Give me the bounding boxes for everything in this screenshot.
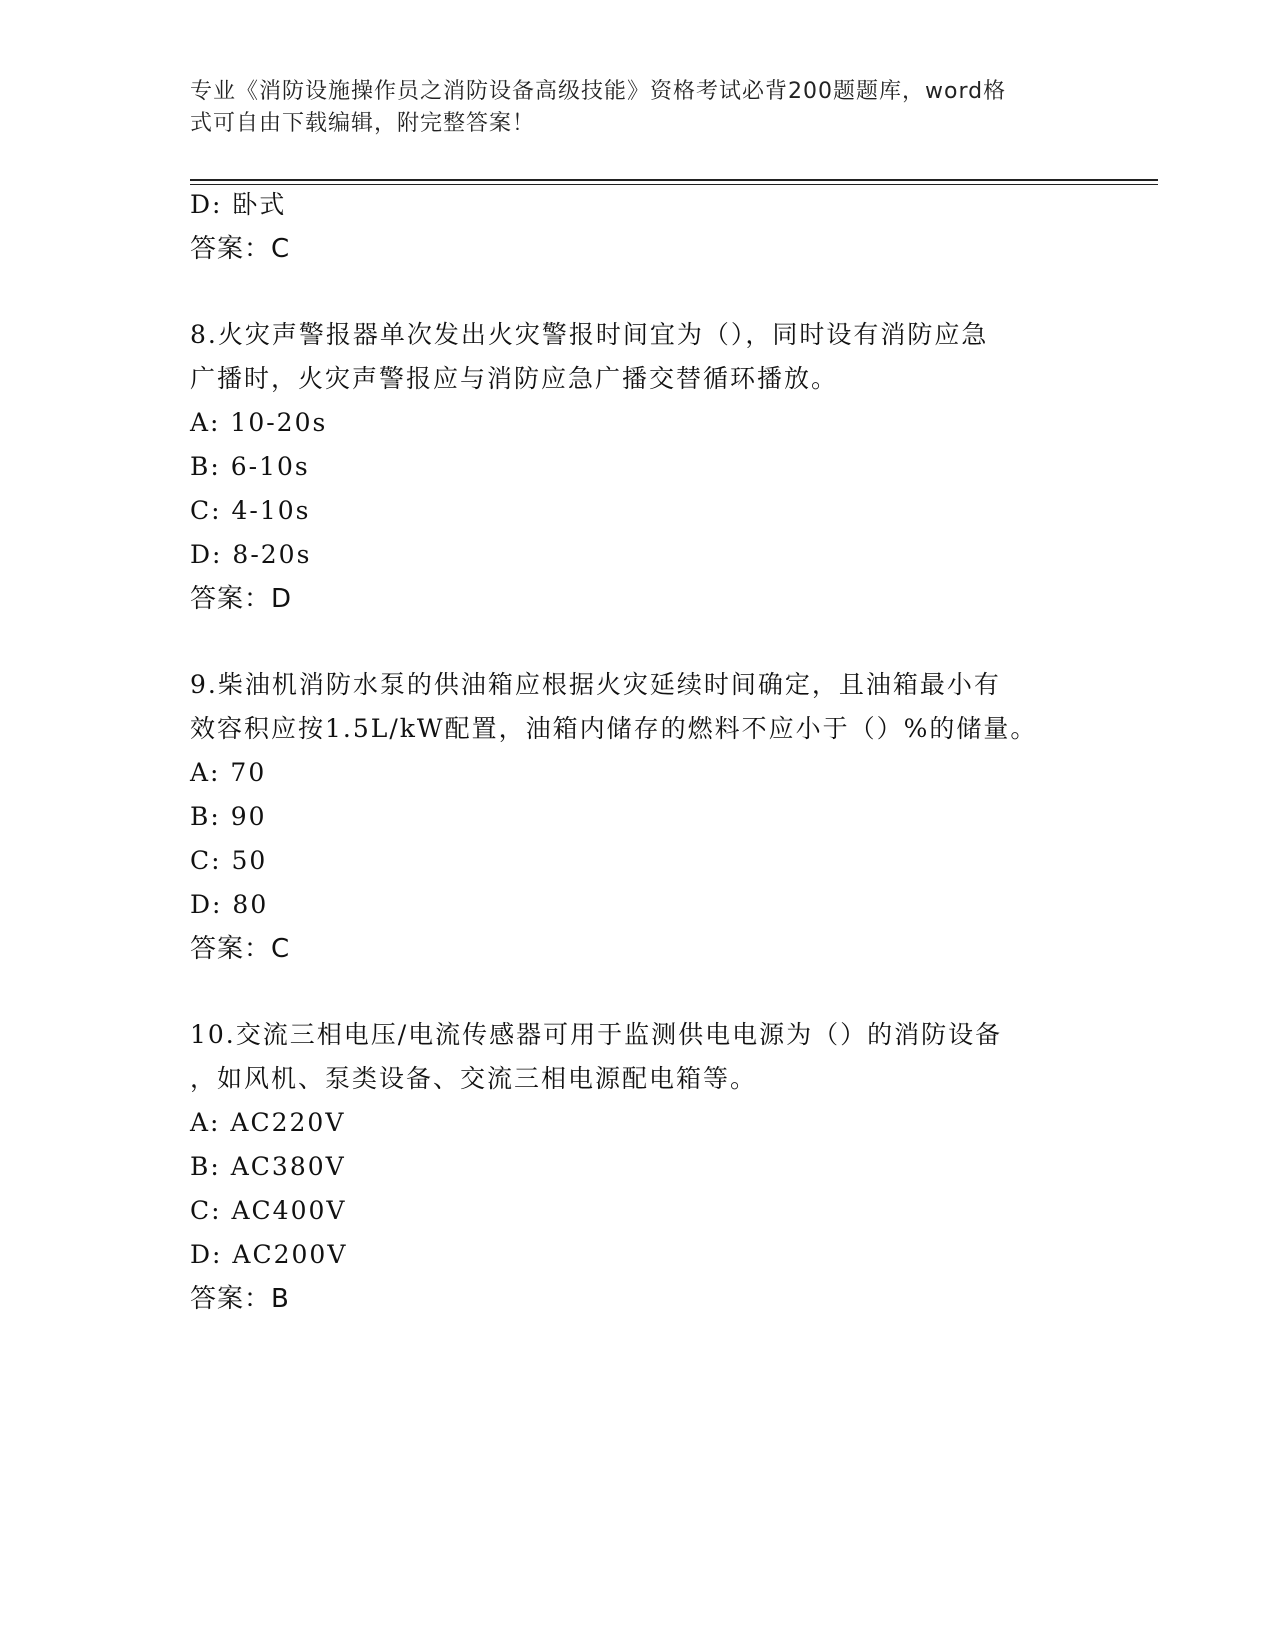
q8-stem-line-2: 广播时，火灾声警报应与消防应急广播交替循环播放。 [190,364,839,393]
q10-answer: 答案：B [190,1284,290,1314]
header-line-1: 专业《消防设施操作员之消防设备高级技能》资格考试必背200题题库，word格 [190,79,1007,104]
header-divider-thin [190,184,1158,185]
q9-stem-line-1: 9.柴油机消防水泵的供油箱应根据火灾延续时间确定，且油箱最小有 [190,670,1001,699]
q9-option-b: B: 90 [190,802,267,831]
q8-answer: 答案：D [190,584,293,614]
q10-option-d: D: AC200V [190,1240,348,1269]
q10-option-c: C: AC400V [190,1196,347,1225]
header-line-2: 式可自由下载编辑，附完整答案！ [190,111,536,136]
q9-option-d: D: 80 [190,890,269,919]
q10-option-b: B: AC380V [190,1152,346,1181]
q10-option-a: A: AC220V [190,1108,346,1137]
q9-stem-line-2: 效容积应按1.5L/kW配置，油箱内储存的燃料不应小于（）%的储量。 [190,714,1038,743]
q10-stem-line-1: 10.交流三相电压/电流传感器可用于监测供电电源为（）的消防设备 [190,1020,1003,1049]
prev-answer: 答案：C [190,234,291,264]
q9-option-a: A: 70 [190,758,267,787]
prev-option-d: D: 卧式 [190,190,287,219]
q8-option-b: B: 6-10s [190,452,310,481]
q8-stem-line-1: 8.火灾声警报器单次发出火灾警报时间宜为（），同时设有消防应急 [190,320,989,349]
q9-option-c: C: 50 [190,846,268,875]
q8-option-c: C: 4-10s [190,496,311,525]
q10-stem-line-2: ，如风机、泵类设备、交流三相电源配电箱等。 [190,1064,758,1093]
q8-option-d: D: 8-20s [190,540,312,569]
document-header [190,76,1070,140]
q9-answer: 答案：C [190,934,291,964]
header-divider-thick [190,179,1158,181]
q8-option-a: A: 10-20s [190,408,328,437]
